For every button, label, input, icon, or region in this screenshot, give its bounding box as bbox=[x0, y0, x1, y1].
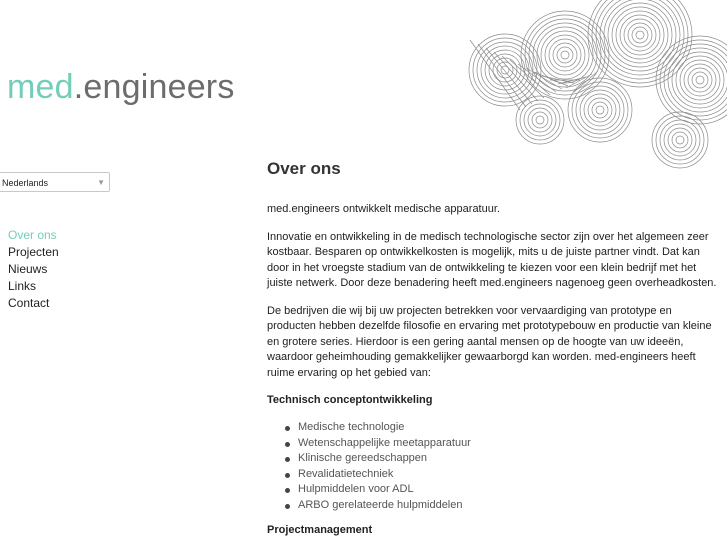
nav-item-contact[interactable]: Contact bbox=[8, 296, 50, 310]
list-item: Klinische gereedschappen bbox=[285, 451, 722, 467]
list-item: Revalidatietechniek bbox=[285, 467, 722, 483]
intro-paragraph: med.engineers ontwikkelt medische apparatuur. bbox=[267, 203, 500, 215]
list-item: Medische technologie bbox=[285, 420, 722, 436]
logo-part-med: med bbox=[7, 68, 74, 106]
nav-item-links[interactable]: Links bbox=[8, 279, 37, 293]
decorative-line-art bbox=[455, 0, 727, 175]
innovation-paragraph: Innovatie en ontwikkeling in de medisch technologische sector zijn over het algemeen zeer kostbaar. Besparen op ontwikkelkosten is mogelijk, mits u de juiste partner vindt. Dat kan door in het vroegste stadium van de ontwikkeling te kiezen voor een klein bedrijf met het juiste netwerk. Door deze benadering heeft med.engineers nagenoeg geen overheadkosten. bbox=[267, 230, 717, 289]
section-title-concept: Technisch conceptontwikkeling bbox=[267, 394, 433, 406]
section-title-projectmanagement: Projectmanagement bbox=[267, 524, 373, 536]
sidebar-nav bbox=[8, 227, 59, 312]
list-item: ARBO gerelateerde hulpmiddelen bbox=[285, 498, 722, 514]
logo-part-engineers: .engineers bbox=[73, 68, 235, 106]
companies-paragraph: De bedrijven die wij bij uw projecten betrekken voor vervaardiging van prototype en producten hebben dezelfde filosofie en ervaring met prototypebouw en productie van kleine en grotere series. Hierdoor is een gering aantal mensen op de hoogte van uw ideeën, waardoor geheimhouding gemakkelijker gewaarborgd kan worden. med-engineers heeft ruime ervaring op het gebied van: bbox=[267, 304, 712, 379]
nav-item-over-ons[interactable]: Over ons bbox=[8, 228, 57, 242]
nav-item-nieuws[interactable]: Nieuws bbox=[8, 262, 48, 276]
chevron-down-icon: ▼ bbox=[97, 178, 105, 187]
main-content bbox=[267, 158, 722, 550]
list-item: Wetenschappelijke meetapparatuur bbox=[285, 436, 722, 452]
language-select-value: Nederlands bbox=[2, 178, 49, 188]
language-select[interactable] bbox=[0, 172, 110, 192]
list-item: Hulpmiddelen voor ADL bbox=[285, 482, 722, 498]
expertise-list bbox=[267, 420, 722, 513]
nav-item-projecten[interactable]: Projecten bbox=[8, 245, 59, 259]
page-title: Over ons bbox=[267, 159, 341, 178]
site-logo[interactable] bbox=[7, 68, 235, 107]
